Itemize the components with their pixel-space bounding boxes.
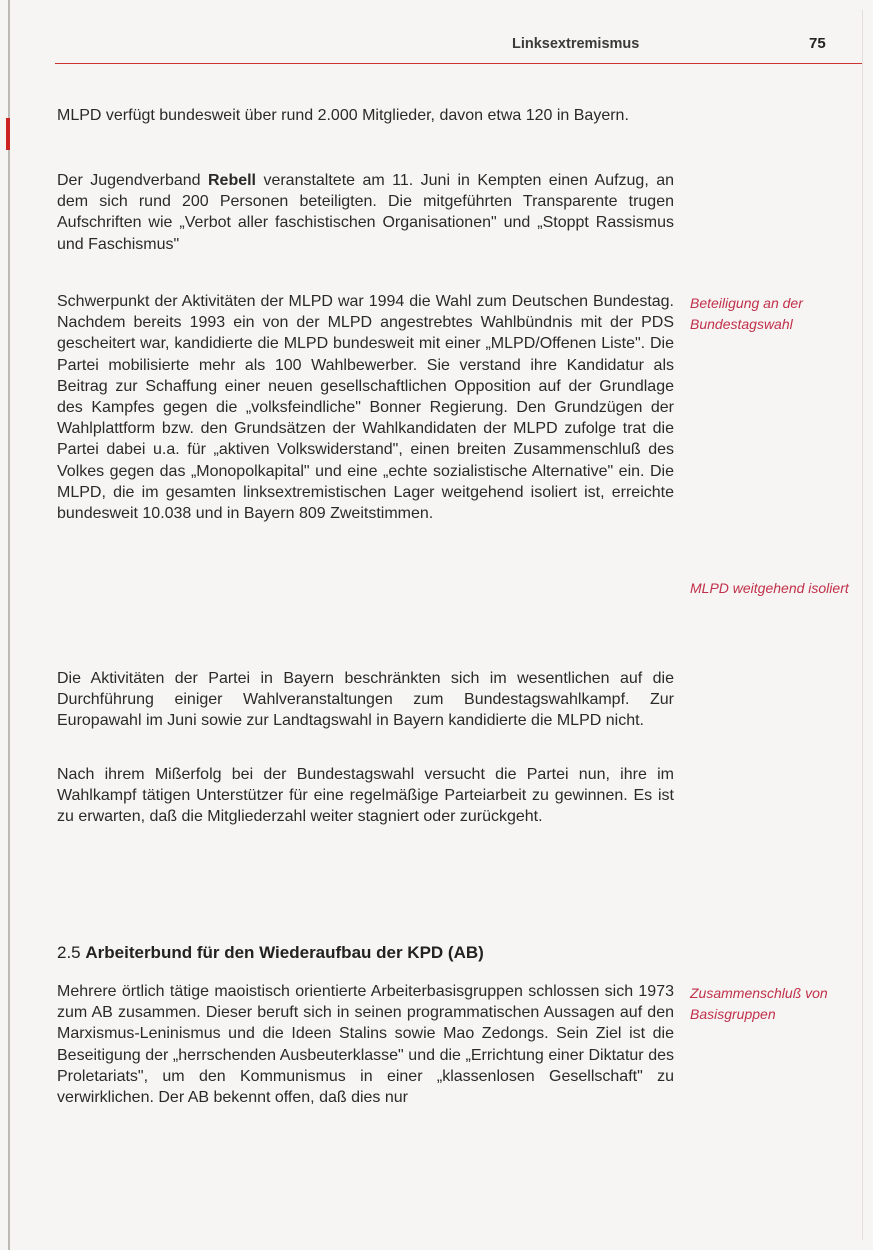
margin-note-basisgruppen: Zusammenschluß von Basisgruppen: [690, 985, 828, 1022]
paragraph-rebell-rest: veranstaltete am 11. Juni in Kempten einen Aufzug, an dem sich rund 200 Personen beteiligten. Die mitgeführten Transparente trugen Aufschriften wie „Verbot aller faschistischen Organisationen" und „Stoppt Rassismus und Faschismus": [57, 172, 675, 253]
section-number: 2.5: [57, 943, 81, 962]
paragraph-rebell-start: Der Jugendverband: [57, 172, 208, 189]
header-rule: [55, 63, 862, 64]
margin-note-isoliert: MLPD weitgehend isoliert: [690, 580, 849, 596]
page-number: 75: [809, 35, 826, 52]
margin-note-bundestagswahl: Beteiligung an der Bundestagswahl: [690, 295, 803, 332]
paragraph-mlpd-members: MLPD verfügt bundesweit über rund 2.000 Mitglieder, davon etwa 120 in Bayern.: [57, 107, 629, 124]
paragraph-bayern-activities: Die Aktivitäten der Partei in Bayern beschränkten sich im wesentlichen auf die Durchführung einiger Wahlveranstaltungen zum Bundestagswahlkampf. Zur Europawahl im Juni sowie zur Landtagswahl in Bayern kandidierte die MLPD nicht.: [57, 670, 674, 730]
section-title: Arbeiterbund für den Wiederaufbau der KPD (AB): [85, 943, 484, 962]
paragraph-misserfolg: Nach ihrem Mißerfolg bei der Bundestagswahl versucht die Partei nun, ihre im Wahlkampf tätigen Unterstützer für eine regelmäßige Parteiarbeit zu gewinnen. Es ist zu erwarten, daß die Mitgliederzahl weiter stagniert oder zurückgeht.: [57, 766, 674, 826]
running-header: Linksextremismus: [512, 36, 640, 52]
page-edge: [862, 10, 863, 1240]
paragraph-ab: Mehrere örtlich tätige maoistisch orientierte Arbeiterbasisgruppen schlossen sich 1973 zum AB zusammen. Dieser beruft sich in seinen programmatischen Aussagen auf den Marxismus-Leninismus und die Ideen Stalins sowie Mao Zedongs. Sein Ziel ist die Beseitigung der „herrschenden Ausbeuterklasse" und die „Errichtung einer Diktatur des Proletariats", um den Kommunismus in einer „klassenlosen Gesellschaft" zu verwirklichen. Der AB bekennt offen, daß dies nur: [57, 983, 674, 1107]
rebell-bold: Rebell: [207, 172, 256, 189]
section-heading: [57, 943, 484, 963]
paragraph-bundestagswahl: Schwerpunkt der Aktivitäten der MLPD war 1994 die Wahl zum Deutschen Bundestag. Nachdem bereits 1993 ein von der MLPD angestrebtes Wahlbündnis mit der PDS gescheitert war, kandidierte die MLPD bundesweit mit einer „MLPD/Offenen Liste". Die Partei mobilisierte mehr als 100 Wahlbewerber. Sie verstand ihre Kandidatur als Beitrag zur Schaffung einer neuen gesellschaftlichen Opposition auf der Grundlage des Kampfes gegen die „volksfeindliche" Bonner Regierung. Den Grundzügen der Wahlplattform bzw. den Grundsätzen der Wahlkandidaten der MLPD zufolge trat die Partei dabei u.a. für „aktiven Volkswiderstand", einen breiten Zusammenschluß des Volkes gegen das „Monopolkapital" und eine „echte sozialistische Alternative" ein. Die MLPD, die im gesamten linksextremistischen Lager weitgehend isoliert ist, erreichte bundesweit 10.038 und in Bayern 809 Zweitstimmen.: [57, 293, 674, 523]
page-spine: [8, 0, 10, 1250]
paragraph-rebell: [57, 170, 674, 255]
spine-marker: [6, 118, 10, 150]
